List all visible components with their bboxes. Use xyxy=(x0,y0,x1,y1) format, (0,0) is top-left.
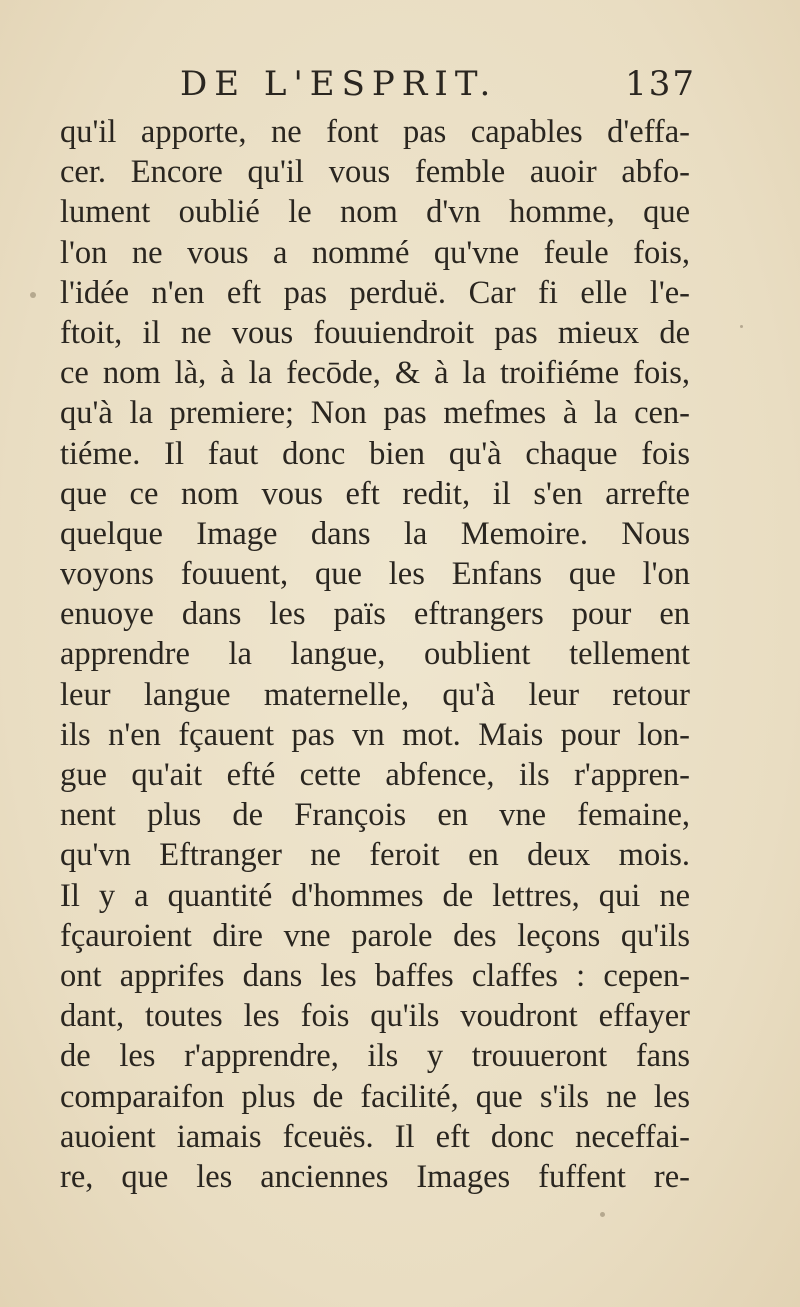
text-line: re, que les anciennes Images fuffent re- xyxy=(60,1158,690,1195)
text-line: ftoit, il ne vous fouuiendroit pas mieux de xyxy=(60,314,690,351)
text-line: qu'il apporte, ne font pas capables d'effa- xyxy=(60,114,690,150)
text-line: quelque Image dans la Memoire. Nous xyxy=(60,515,690,552)
text-line: leur langue maternelle, qu'à leur retour xyxy=(60,676,690,713)
text-line: nent plus de François en vne femaine, xyxy=(60,797,690,834)
text-line: de les r'apprendre, ils y trouueront fans xyxy=(60,1038,690,1075)
text-line: comparaifon plus de facilité, que s'ils ne les xyxy=(60,1078,690,1115)
text-line: apprendre la langue, oublient tellement xyxy=(60,636,690,673)
paper-speck xyxy=(740,325,743,328)
body-text xyxy=(60,112,690,1197)
text-line: gue qu'ait efté cette abfence, ils r'appren- xyxy=(60,757,690,793)
text-line: enuoye dans les païs eftrangers pour en xyxy=(60,596,690,633)
text-line: lument oublié le nom d'vn homme, que xyxy=(60,194,690,231)
running-head: DE L'ESPRIT. xyxy=(180,64,498,104)
text-line: tiéme. Il faut donc bien qu'à chaque fois xyxy=(60,435,690,472)
text-line: l'on ne vous a nommé qu'vne feule fois, xyxy=(60,234,690,271)
page-number: 137 xyxy=(625,64,696,104)
text-line: ils n'en fçauent pas vn mot. Mais pour lon- xyxy=(60,716,690,753)
text-line: cer. Encore qu'il vous femble auoir abfo- xyxy=(60,154,690,191)
text-line: ce nom là, à la fecōde, & à la troifiéme fois, xyxy=(60,355,690,392)
text-line: ont apprifes dans les baffes claffes : cepen- xyxy=(60,957,690,994)
text-line: qu'vn Eftranger ne feroit en deux mois. xyxy=(60,837,690,874)
text-line: voyons fouuent, que les Enfans que l'on xyxy=(60,556,690,593)
page-header xyxy=(180,60,696,108)
paper-speck xyxy=(600,1212,605,1217)
text-line: auoient iamais fceuës. Il eft donc neceffai- xyxy=(60,1118,690,1155)
text-line: fçauroient dire vne parole des leçons qu'ils xyxy=(60,917,690,954)
paper-speck xyxy=(30,292,36,298)
text-line: que ce nom vous eft redit, il s'en arrefte xyxy=(60,475,690,512)
text-line: dant, toutes les fois qu'ils voudront effayer xyxy=(60,998,690,1035)
text-line: Il y a quantité d'hommes de lettres, qui ne xyxy=(60,877,690,914)
text-line: qu'à la premiere; Non pas mefmes à la cen- xyxy=(60,395,690,432)
text-line: l'idée n'en eft pas perduë. Car fi elle l'e- xyxy=(60,274,690,311)
